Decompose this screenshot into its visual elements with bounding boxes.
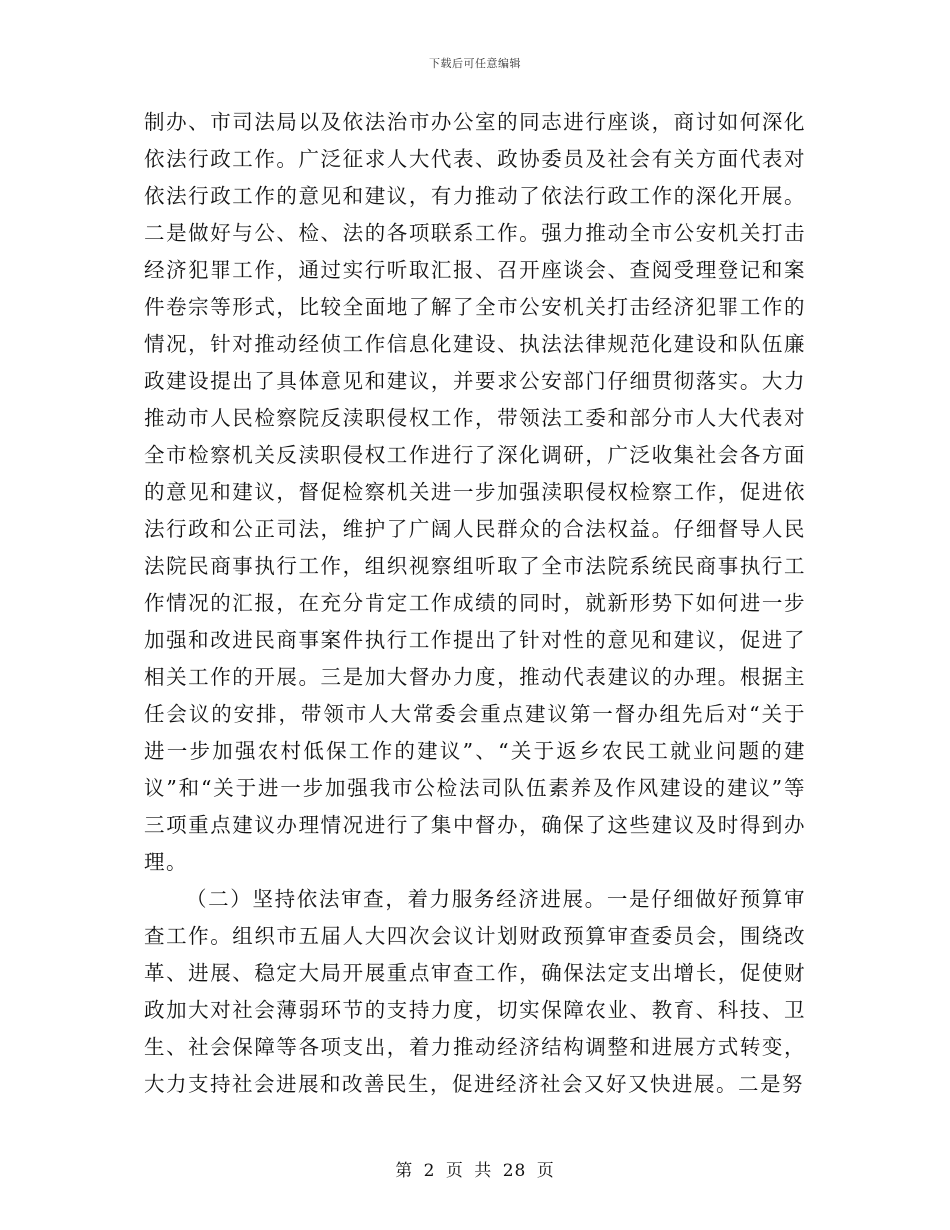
body-paragraph-1: 制办、市司法局以及依法治市办公室的同志进行座谈，商讨如何深化依法行政工作。广泛征求人大代表、政协委员及社会有关方面代表对依法行政工作的意见和建议，有力推动了依法行政工作的深化开展。二是做好与公、检、法的各项联系工作。强力推动全市公安机关打击经济犯罪工作，通过实行听取汇报、召开座谈会、查阅受理登记和案件卷宗等形式，比较全面地了解了全市公安机关打击经济犯罪工作的情况，针对推动经侦工作信息化建设、执法法律规范化建设和队伍廉政建设提出了具体意见和建议，并要求公安部门仔细贯彻落实。大力推动市人民检察院反渎职侵权工作，带领法工委和部分市人大代表对全市检察机关反渎职侵权工作进行了深化调研，广泛收集社会各方面的意见和建议，督促检察机关进一步加强渎职侵权检察工作，促进依法行政和公正司法，维护了广阔人民群众的合法权益。仔细督导人民法院民商事执行工作，组织视察组听取了全市法院系统民商事执行工作情况的汇报，在充分肯定工作成绩的同时，就新形势下如何进一步加强和改进民商事案件执行工作提出了针对性的意见和建议，促进了相关工作的开展。三是加大督办力度，推动代表建议的办理。根据主任会议的安排，带领市人大常委会重点建议第一督办组先后对“关于进一步加强农村低保工作的建议”、“关于返乡农民工就业问题的建议”和“关于进一步加强我市公检法司队伍素养及作风建设的建议”等三项重点建议办理情况进行了集中督办，确保了这些建议及时得到办理。 bbox=[144, 110, 806, 874]
body-paragraph-2: （二）坚持依法审查，着力服务经济进展。一是仔细做好预算审查工作。组织市五届人大四次会议计划财政预算审查委员会，围绕改革、进展、稳定大局开展重点审查工作，确保法定支出增长，促使财政加大对社会薄弱环节的支持力度，切实保障农业、教育、科技、卫生、社会保障等各项支出，着力推动经济结构调整和进展方式转变，大力支持社会进展和改善民生，促进经济社会又好又快进展。二是努 bbox=[144, 887, 806, 1096]
page-number: 第 2 页 共 28 页 bbox=[395, 1161, 555, 1181]
page-header: 下载后可任意编辑 bbox=[429, 57, 521, 70]
document-body bbox=[144, 104, 806, 1103]
